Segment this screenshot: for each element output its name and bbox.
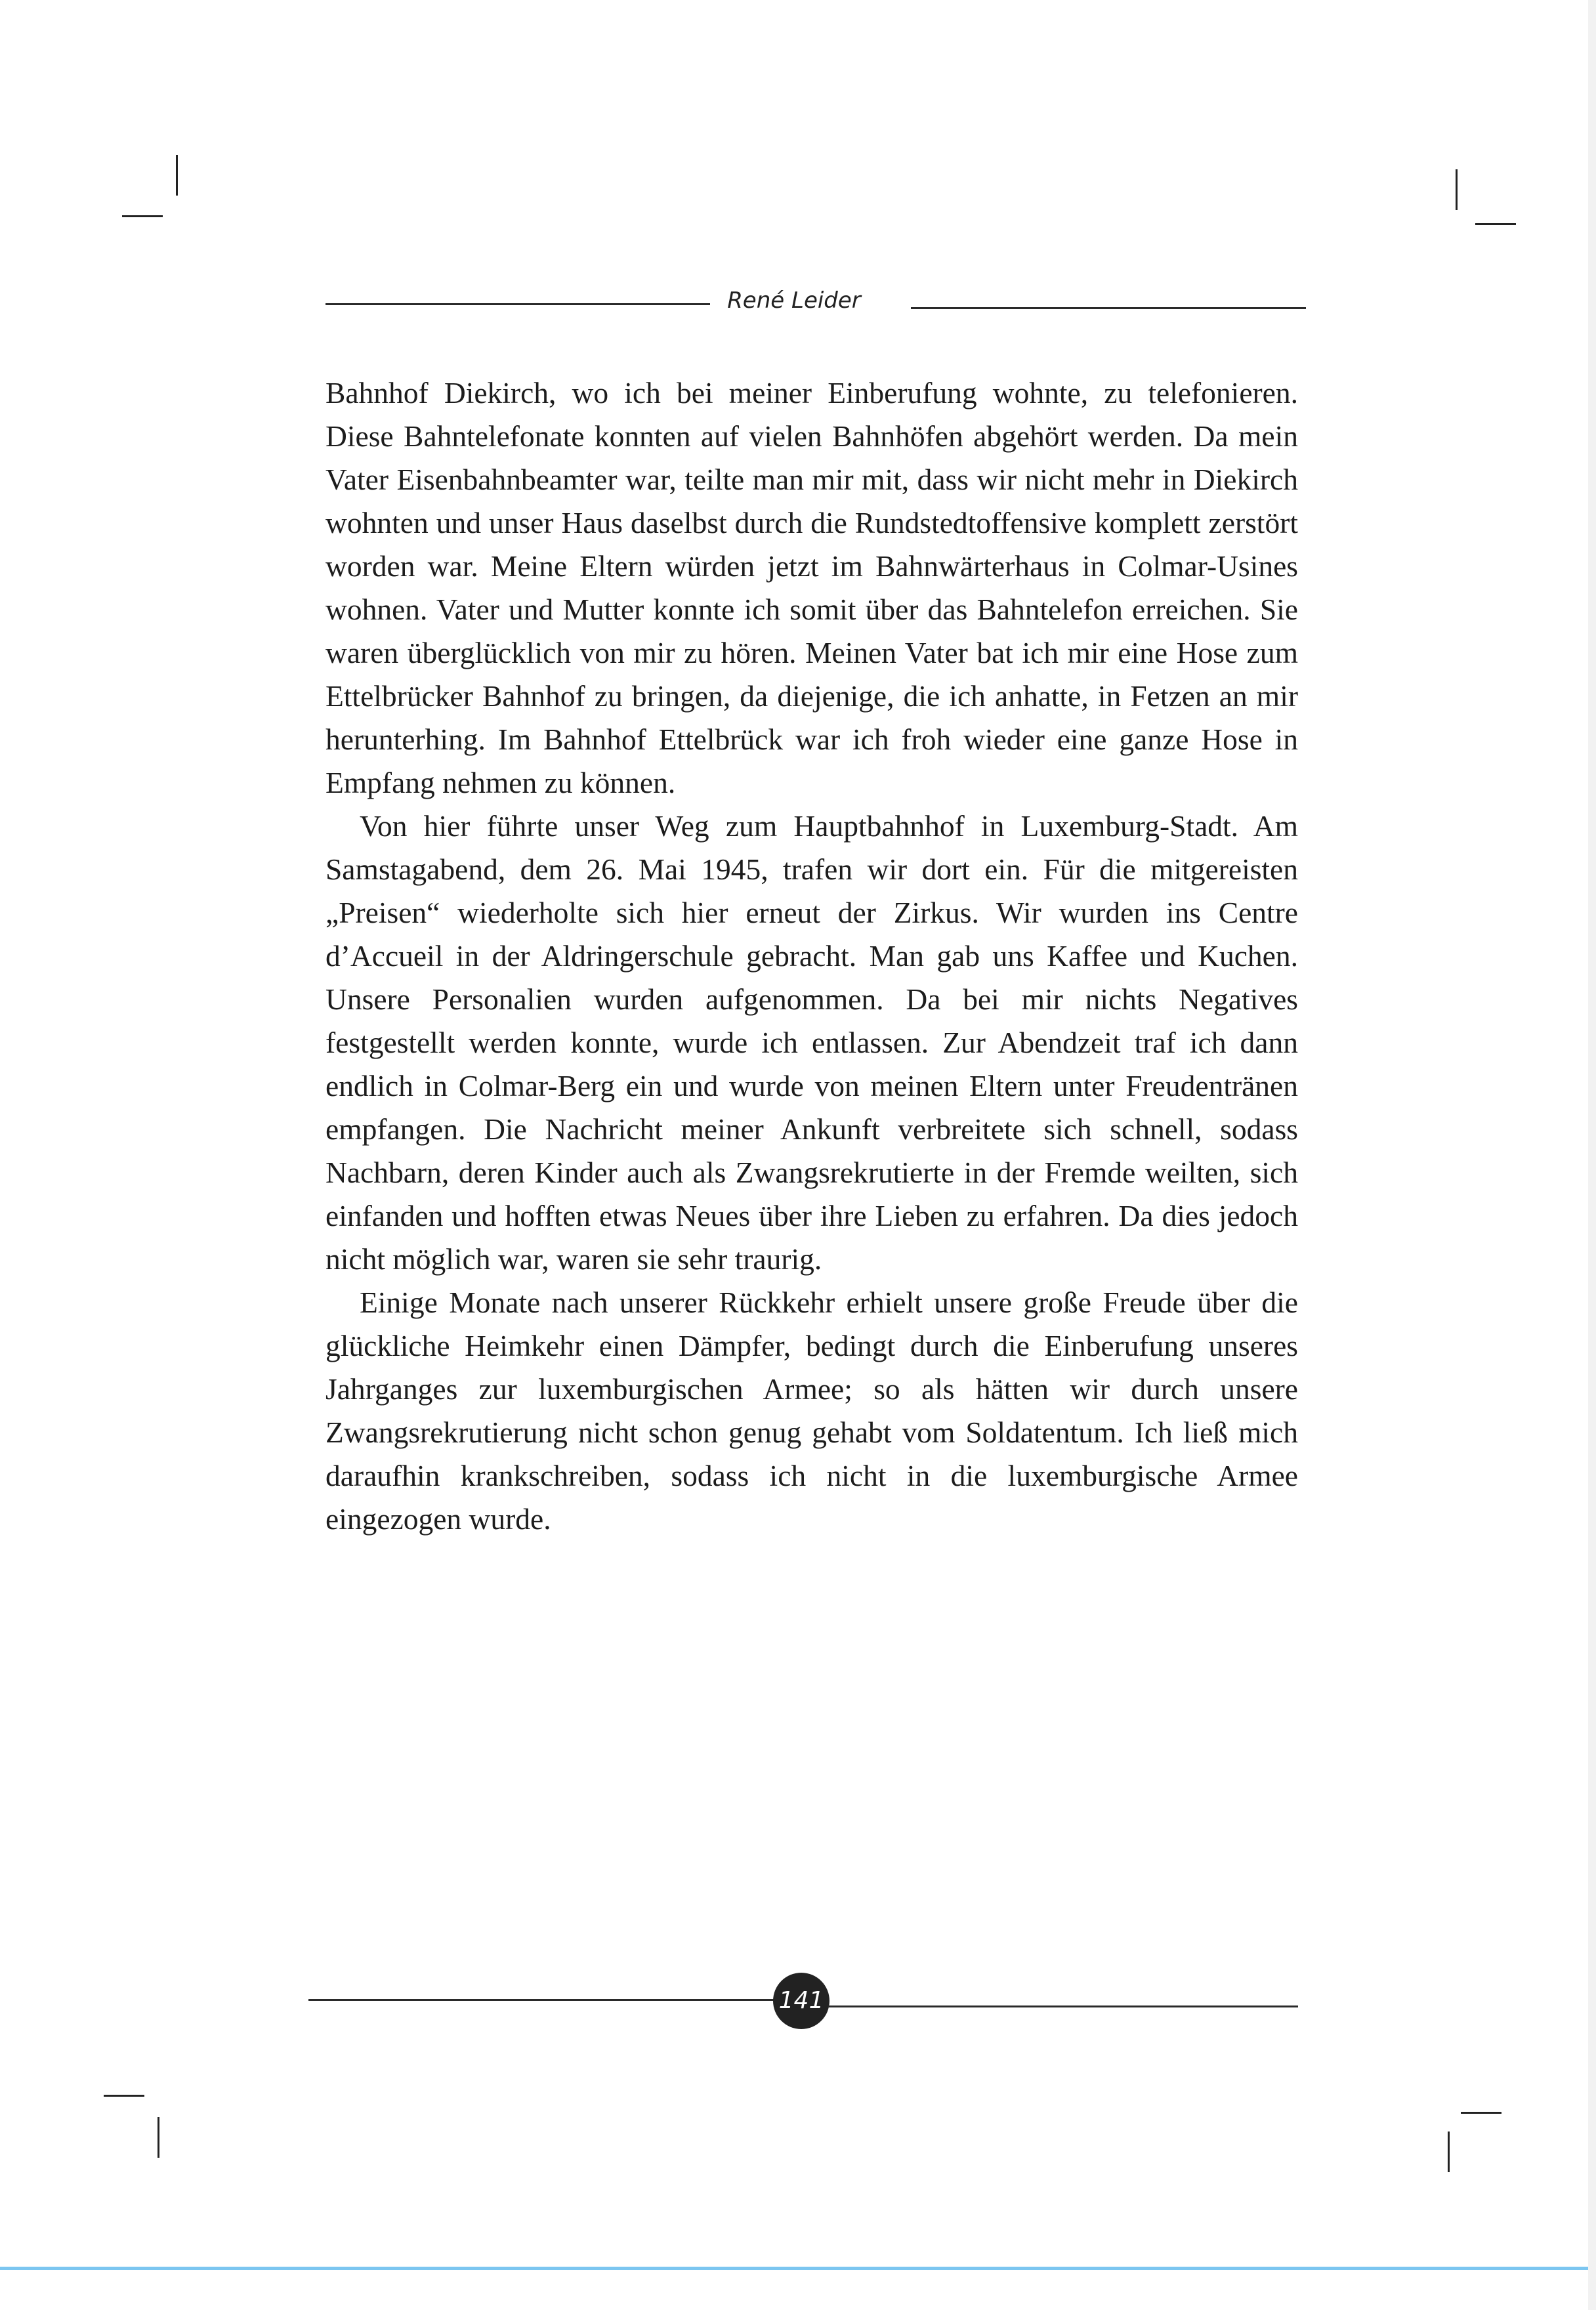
crop-mark-top-left-horizontal bbox=[122, 215, 163, 217]
running-head-author: René Leider bbox=[727, 287, 861, 314]
crop-mark-bottom-left-vertical bbox=[158, 2117, 159, 2158]
header-rule-left bbox=[326, 303, 710, 305]
paragraph-2: Von hier führte unser Weg zum Hauptbahnhof in Luxemburg-Stadt. Am Samstagabend, dem 26. Mai 1945, trafen wir dort ein. Für die mitgereisten „Preisen“ wiederholte sich hier erneut der Zirkus. Wir wurden ins Centre d’Accueil in der Aldringerschule gebracht. Man gab uns Kaffee und Kuchen. Unsere Personalien wurden aufgenommen. Da bei mir nichts Negatives festgestellt werden konnte, wurde ich entlassen. Zur Abendzeit traf ich dann endlich in Colmar-Berg ein und wurde von meinen Eltern unter Freudentränen empfangen. Die Nachricht meiner Ankunft verbreitete sich schnell, sodass Nachbarn, deren Kinder auch als Zwangsrekrutierte in der Fremde weilten, sich einfanden und hofften etwas Neues über ihre Lieben zu erfahren. Da dies jedoch nicht möglich war, waren sie sehr traurig. bbox=[326, 809, 1298, 1276]
page-number-badge: 141 bbox=[773, 1973, 830, 2029]
footer-rule-right bbox=[828, 2006, 1298, 2007]
scan-shadow-right bbox=[1588, 0, 1596, 2310]
footer-rule-left bbox=[308, 1999, 774, 2001]
crop-mark-top-left-vertical bbox=[176, 155, 178, 196]
crop-mark-bottom-left-horizontal bbox=[104, 2095, 144, 2097]
paragraph-3: Einige Monate nach unserer Rückkehr erhielt unsere große Freude über die glückliche Heimkehr einen Dämpfer, bedingt durch die Einberufung unseres Jahrganges zur luxemburgischen Armee; so als hätten wir durch unsere Zwangsrekrutierung nicht schon genug gehabt vom Soldatentum. Ich ließ mich daraufhin krankschreiben, sodass ich nicht in die luxemburgische Armee eingezogen wurde. bbox=[326, 1286, 1298, 1536]
body-text bbox=[326, 371, 1298, 1541]
crop-mark-bottom-right-horizontal bbox=[1461, 2112, 1502, 2114]
paragraph-1: Bahnhof Diekirch, wo ich bei meiner Einberufung wohnte, zu telefonieren. Diese Bahntelefonate konnten auf vielen Bahnhöfen abgehört werden. Da mein Vater Eisenbahnbeamter war, teilte man mir mit, dass wir nicht mehr in Diekirch wohnten und unser Haus daselbst durch die Rundstedtoffensive komplett zerstört worden war. Meine Eltern würden jetzt im Bahnwärterhaus in Colmar-Usines wohnen. Vater und Mutter konnte ich somit über das Bahntelefon erreichen. Sie waren überglücklich von mir zu hören. Meinen Vater bat ich mir eine Hose zum Ettelbrücker Bahnhof zu bringen, da diejenige, die ich anhatte, in Fetzen an mir herunterhing. Im Bahnhof Ettelbrück war ich froh wieder eine ganze Hose in Empfang nehmen zu können. bbox=[326, 376, 1298, 799]
crop-mark-top-right-horizontal bbox=[1475, 223, 1516, 225]
crop-mark-bottom-right-vertical bbox=[1448, 2132, 1450, 2172]
header-rule-right bbox=[911, 307, 1306, 309]
crop-mark-top-right-vertical bbox=[1456, 169, 1458, 210]
scan-edge-line bbox=[0, 2267, 1596, 2270]
